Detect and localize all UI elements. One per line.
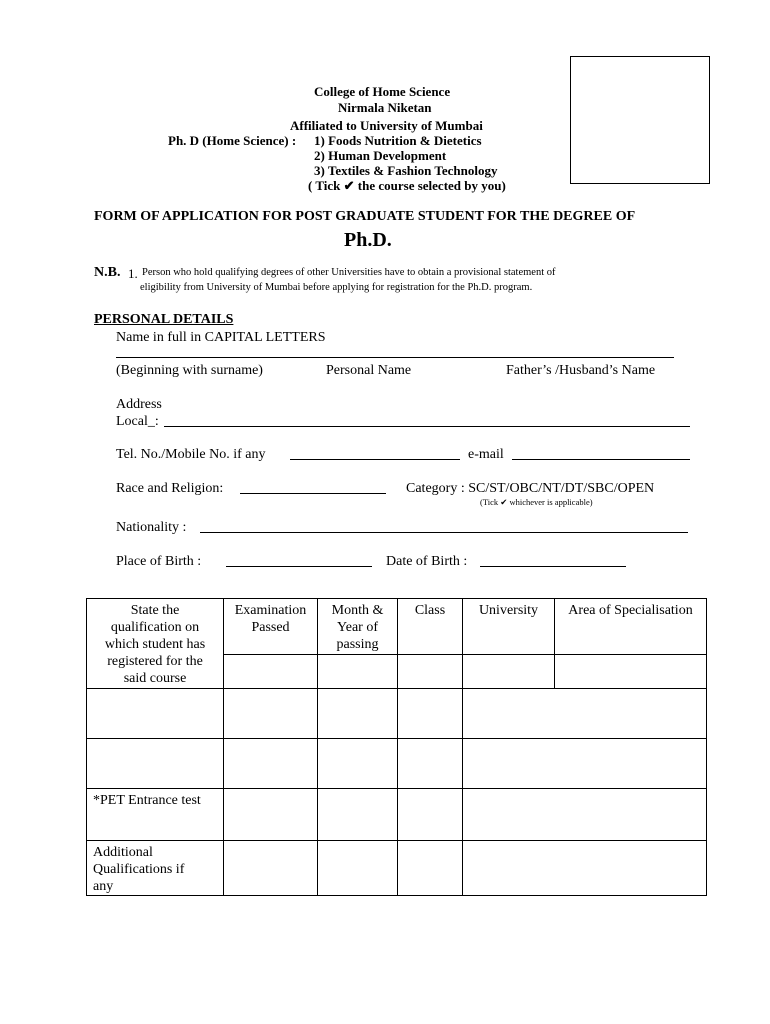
table-cell[interactable]: [224, 739, 318, 789]
tel-line[interactable]: [290, 459, 460, 460]
institute-name: Nirmala Niketan: [338, 100, 432, 115]
course-1: 1) Foods Nutrition & Dietetics: [314, 133, 482, 148]
table-cell[interactable]: [318, 689, 398, 739]
table-row-pet: [87, 789, 707, 841]
personal-name-label: Personal Name: [326, 363, 412, 378]
date-of-birth-line[interactable]: [480, 566, 626, 567]
program-prefix: Ph. D (Home Science) :: [168, 133, 297, 148]
nationality-label: Nationality :: [116, 520, 187, 535]
table-cell[interactable]: [463, 689, 707, 739]
table-cell[interactable]: [224, 689, 318, 739]
place-of-birth-label: Place of Birth :: [116, 554, 202, 569]
table-header-row: [87, 599, 707, 689]
nb-label: N.B.: [94, 265, 121, 280]
header-examination: Examination Passed: [224, 599, 317, 655]
table-cell[interactable]: [398, 841, 463, 896]
local-label: Local_:: [116, 414, 159, 429]
table-cell[interactable]: [224, 789, 318, 841]
nb-line-2: eligibility from University of Mumbai before applying for registration for the Ph.D. program.: [140, 282, 533, 293]
header-qualification: State the qualification on which student has registered for the said course: [87, 599, 224, 689]
header-specialisation: Area of Specialisation: [555, 599, 706, 655]
category-label: Category : SC/ST/OBC/NT/DT/SBC/OPEN: [406, 481, 655, 496]
table-row: [87, 689, 707, 739]
table-cell[interactable]: [398, 789, 463, 841]
header-class-cell: [398, 599, 463, 689]
college-name: College of Home Science: [314, 84, 451, 99]
form-title: FORM OF APPLICATION FOR POST GRADUATE STUDENT FOR THE DEGREE OF: [94, 209, 636, 224]
pet-entrance-label: *PET Entrance test: [87, 789, 224, 841]
table-cell[interactable]: [87, 739, 224, 789]
nb-number: 1.: [128, 266, 138, 281]
place-of-birth-line[interactable]: [226, 566, 372, 567]
table-cell[interactable]: [463, 789, 707, 841]
qualification-table: [86, 598, 707, 896]
table-cell[interactable]: [318, 739, 398, 789]
table-cell[interactable]: [87, 689, 224, 739]
affiliation: Affiliated to University of Mumbai: [290, 118, 483, 133]
tel-label: Tel. No./Mobile No. if any: [116, 447, 266, 462]
race-line[interactable]: [240, 493, 386, 494]
header-examination-cell: [224, 599, 318, 689]
additional-qualifications-label: Additional Qualifications if any: [87, 841, 224, 896]
address-label: Address: [116, 397, 162, 412]
header-class: Class: [398, 599, 462, 655]
name-label: Name in full in CAPITAL LETTERS: [116, 330, 326, 345]
date-of-birth-label: Date of Birth :: [386, 554, 468, 569]
surname-label: (Beginning with surname): [116, 363, 263, 378]
degree-title: Ph.D.: [344, 229, 392, 251]
name-line[interactable]: [116, 357, 674, 358]
personal-details-heading: PERSONAL DETAILS: [94, 312, 234, 327]
header-specialisation-cell: [555, 599, 707, 689]
header-month-year: Month & Year of passing: [318, 599, 397, 655]
table-cell[interactable]: [463, 739, 707, 789]
table-row: [87, 739, 707, 789]
email-label: e-mail: [468, 447, 504, 462]
race-label: Race and Religion:: [116, 481, 224, 496]
course-3: 3) Textiles & Fashion Technology: [314, 163, 498, 178]
header-month-year-cell: [318, 599, 398, 689]
category-note: (Tick ✔ whichever is applicable): [480, 497, 593, 507]
table-cell[interactable]: [398, 739, 463, 789]
nb-line-1: Person who hold qualifying degrees of other Universities have to obtain a provisional statement of: [142, 267, 556, 278]
header-university: University: [463, 599, 554, 655]
email-line[interactable]: [512, 459, 690, 460]
table-cell[interactable]: [398, 689, 463, 739]
photo-box: [570, 56, 710, 184]
nationality-line[interactable]: [200, 532, 688, 533]
tick-note: ( Tick ✔ the course selected by you): [308, 178, 506, 193]
table-cell[interactable]: [318, 789, 398, 841]
table-cell[interactable]: [224, 841, 318, 896]
table-row-additional: [87, 841, 707, 896]
address-line[interactable]: [164, 426, 690, 427]
course-2: 2) Human Development: [314, 148, 447, 163]
header-university-cell: [463, 599, 555, 689]
father-name-label: Father’s /Husband’s Name: [506, 363, 656, 378]
table-cell[interactable]: [463, 841, 707, 896]
table-cell[interactable]: [318, 841, 398, 896]
